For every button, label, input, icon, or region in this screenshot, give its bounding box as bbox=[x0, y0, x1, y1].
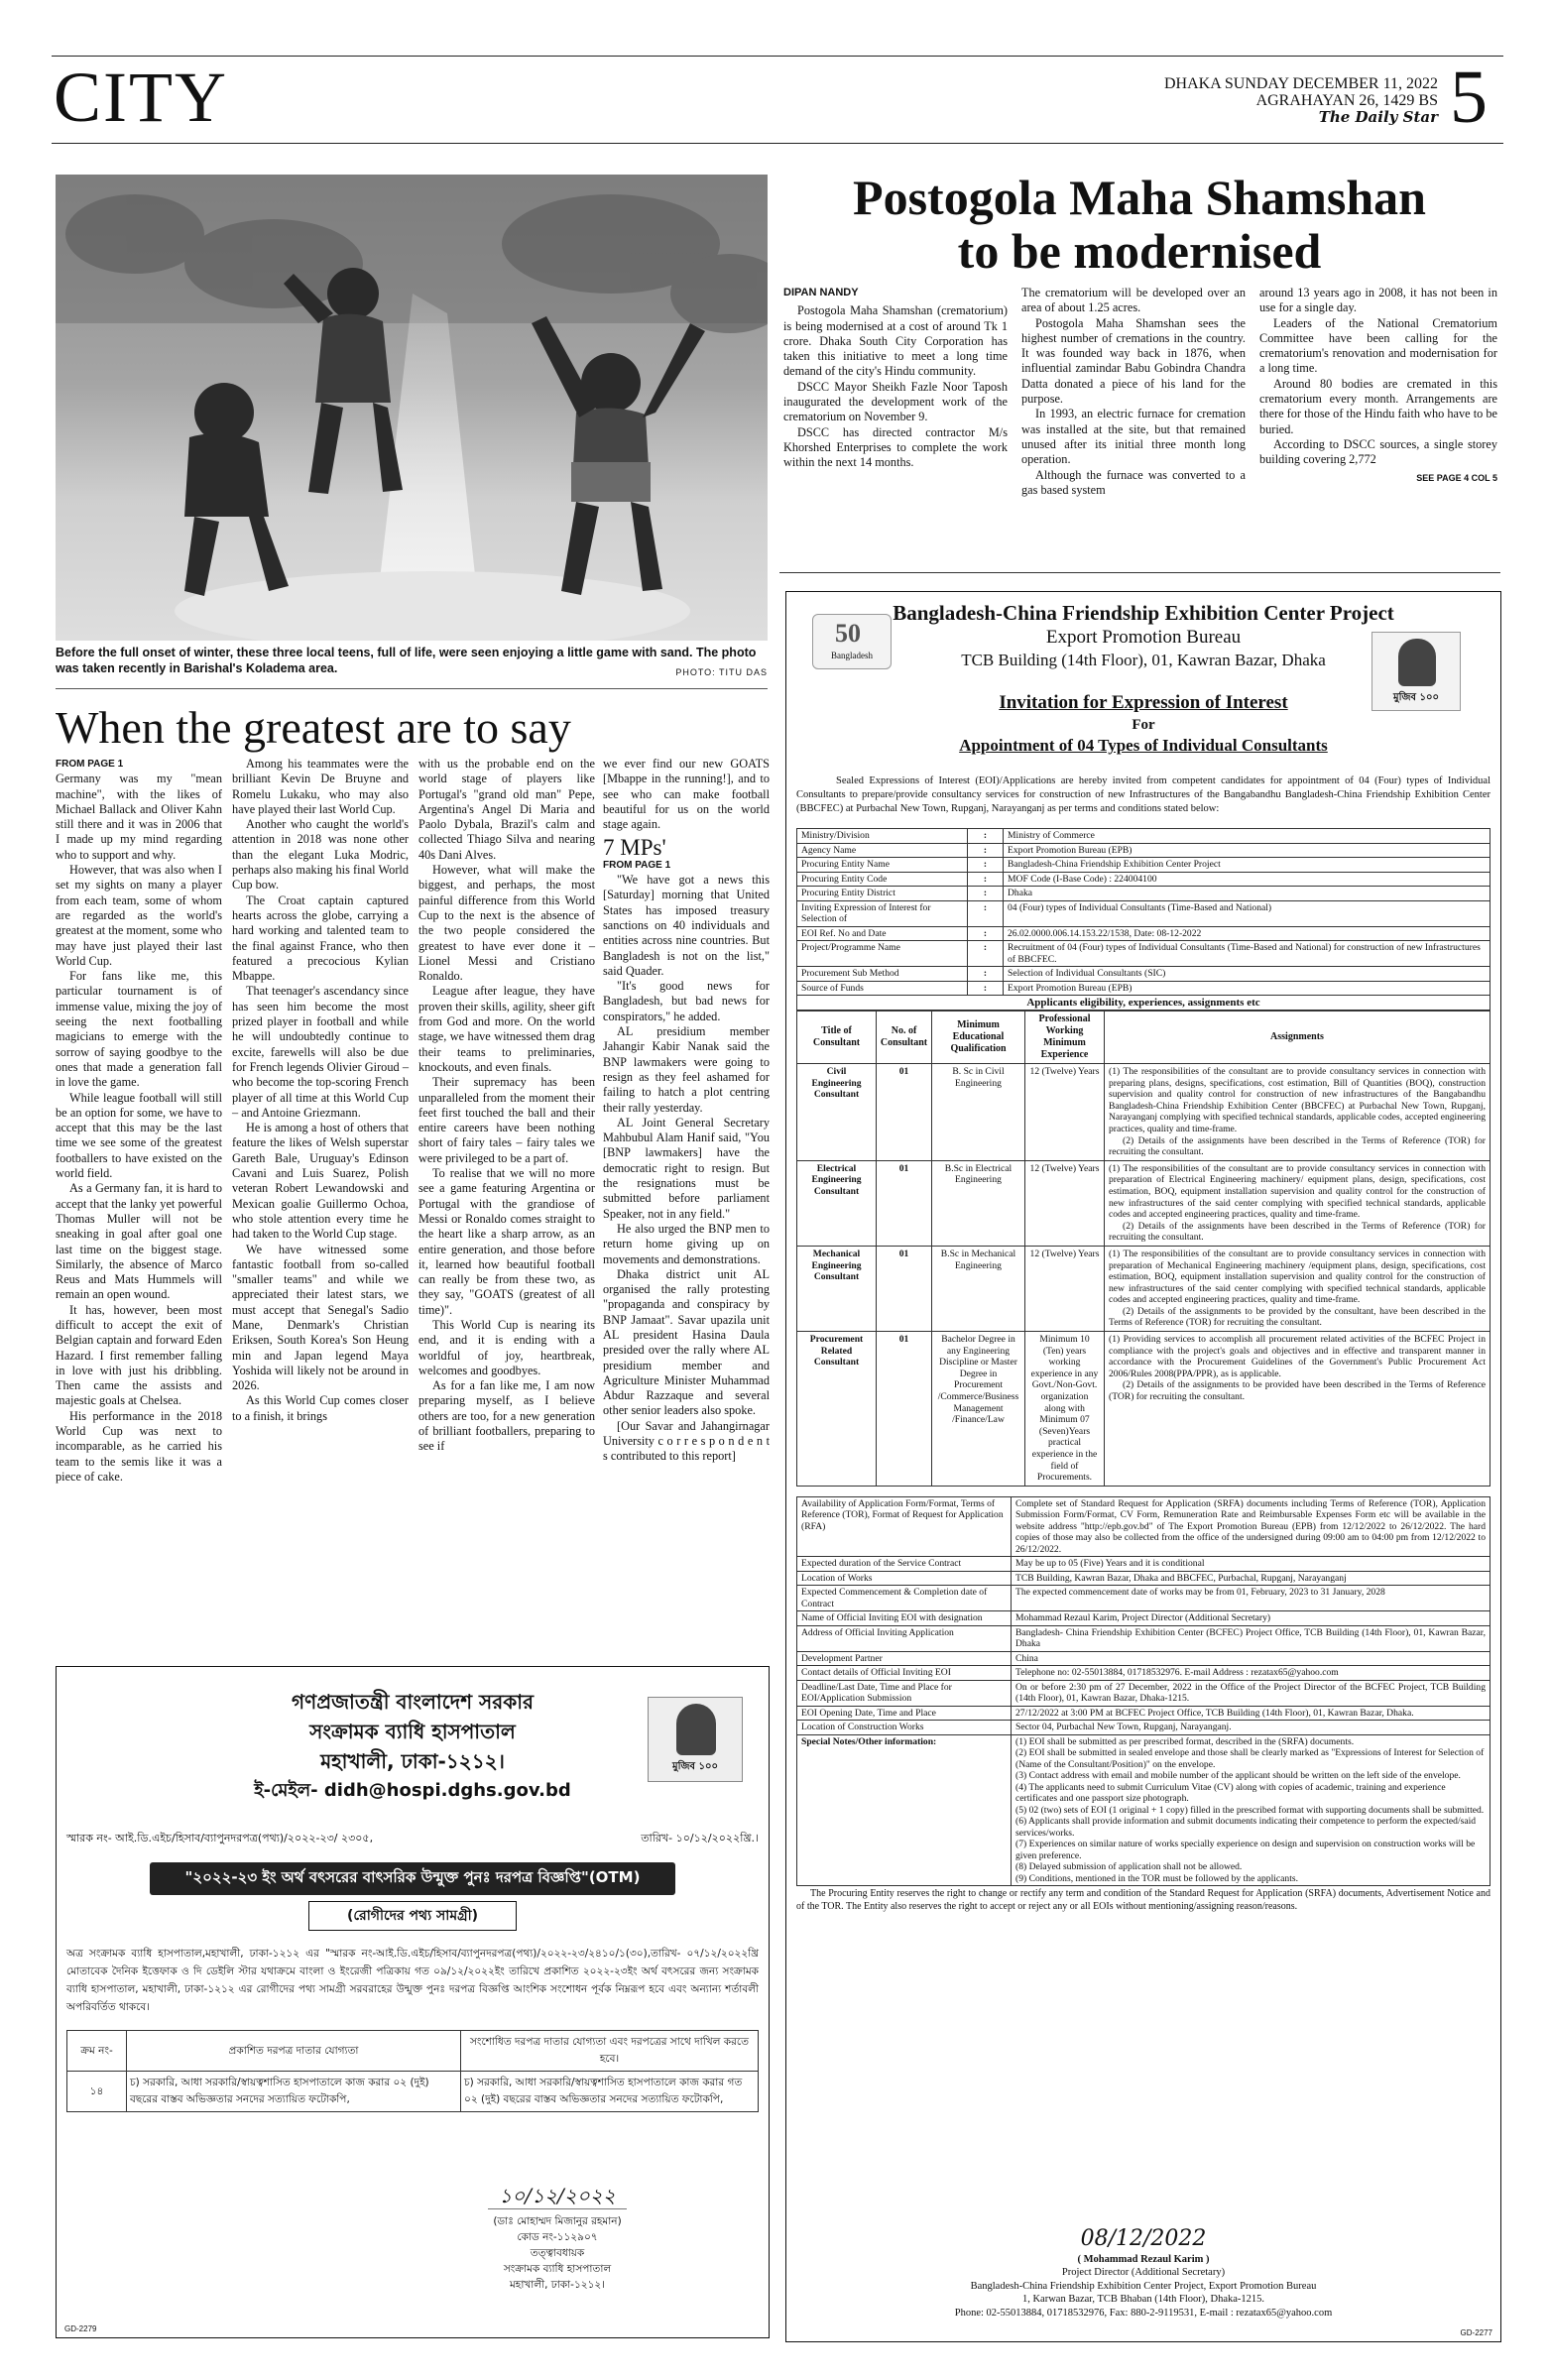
special-note: (4) The applicants need to submit Curriculum Vitae (CV) along with copies of academic, training and experience certificates and one passport size photograph. bbox=[1015, 1781, 1446, 1805]
story3-para: "It's good news for Bangladesh, but bad news for conspirators," he added. bbox=[603, 979, 770, 1023]
ad-banner-text: "২০২২-২৩ ইং অর্থ বৎসরের বাৎসরিক উন্মুক্ত পুনঃ দরপত্র বিজ্ঞপ্তি" bbox=[184, 1868, 589, 1886]
story3-para: Dhaka district unit AL organised the rally protesting "propaganda and conspiracy by BNP Jamaat". Savar upazila unit AL president Hasina Daula presided over the rally where AL presidium member and Agriculture Minister Muhammad Abdur Razzaque and several other senior leaders also spoke. bbox=[603, 1266, 770, 1418]
ad-signer-addr: মহাখালী, ঢাকা-১২১২। bbox=[509, 2279, 606, 2291]
ad-date: তারিখ- ১০/১২/২০২২খ্রি.। bbox=[641, 1832, 759, 1844]
detail-value: Sector 04, Purbachal New Town, Rupganj, Narayanganj. bbox=[1012, 1721, 1490, 1735]
detail-value: The expected commencement date of works may be from 01, February, 2023 to 31 January, 2028 bbox=[1012, 1586, 1490, 1611]
info-label: Agency Name bbox=[797, 843, 968, 858]
detail-row bbox=[797, 1706, 1490, 1721]
ad-th-old: প্রকাশিত দরপত্র দাতার যোগ্যতা bbox=[127, 2031, 461, 2072]
story1-para: Around 80 bodies are cremated in this crematorium every month. Arrangements are there for those of the Hindu faith who have to be buried. bbox=[1259, 376, 1497, 436]
story1-para: DSCC has directed contractor M/s Khorshed Enterprises to complete the work within the next 14 months. bbox=[783, 424, 1008, 470]
consultant-qualification: B.Sc in Mechanical Engineering bbox=[932, 1246, 1025, 1331]
info-row bbox=[797, 926, 1490, 941]
story1-col2 bbox=[1021, 286, 1246, 498]
eoi-sub2: TCB Building (14th Floor), 01, Kawran Bazar, Dhaka bbox=[961, 651, 1326, 669]
detail-row bbox=[797, 1571, 1490, 1586]
ad-otm: (OTM) bbox=[588, 1868, 641, 1886]
dateline-bangla-date: AGRAHAYAN 26, 1429 BS bbox=[1255, 92, 1438, 109]
info-label: Inviting Expression of Interest for Selection of bbox=[797, 900, 968, 926]
info-row bbox=[797, 941, 1490, 967]
info-colon: : bbox=[968, 829, 1004, 844]
info-label: EOI Ref. No and Date bbox=[797, 926, 968, 941]
special-notes bbox=[1012, 1734, 1490, 1886]
story2-para: As a Germany fan, it is hard to accept that the lanky yet powerful Thomas Muller will not be sneaking in goal after goal one last time on the biggest stage. Similarly, the absence of Marco Reus and Mats Hummels will remain an open wound. bbox=[56, 1181, 222, 1302]
story3-from: FROM PAGE 1 bbox=[603, 859, 671, 871]
story1-para: Postogola Maha Shamshan (crematorium) is being modernised at a cost of around Tk 1 crore. Dhaka South City Corporation has taken this initiative to meet a long time demand of the city's Hindu community. bbox=[783, 303, 1008, 379]
consultant-number: 01 bbox=[877, 1160, 932, 1246]
special-note: (1) EOI shall be submitted as per prescribed format, described in the (SRFA) documents. bbox=[1015, 1735, 1355, 1747]
mujib100-logo bbox=[1371, 632, 1461, 711]
info-colon: : bbox=[968, 941, 1004, 967]
eoi-sig-addr: 1, Karwan Bazar, TCB Bhaban (14th Floor), Dhaka-1215. bbox=[1021, 2294, 1265, 2305]
eoi-consultant-table bbox=[796, 1011, 1490, 1487]
ad-hospital: সংক্রামক ব্যাধি হাসপাতাল bbox=[309, 1720, 516, 1743]
consultant-title: Procurement Related Consultant bbox=[797, 1332, 877, 1487]
page-number: 5 bbox=[1450, 56, 1488, 139]
ad-th-serial: ক্রম নং- bbox=[67, 2031, 127, 2072]
eoi-gd-number: GD-2277 bbox=[1460, 2328, 1492, 2337]
eoi-title: Bangladesh-China Friendship Exhibition Center Project bbox=[893, 601, 1394, 625]
consultant-title: Mechanical Engineering Consultant bbox=[797, 1246, 877, 1331]
story2-para: This World Cup is nearing its end, and it is ending with a worldful of joy, heartbreak, welcomes and goodbyes. bbox=[418, 1317, 595, 1377]
assignment-para-1: (1) The responsibilities of the consultant are to provide consultancy services in connection with preparation of Electrical Engineering machinery/ equipment plans, design, specifications, cost estimation, BOQ, equipment installation supervision and quality control for the construction of new infrastructures of the said center complying with specified technical standards, applicable codes and accepted engineering practices, quality and time-frame. bbox=[1109, 1162, 1486, 1221]
ad-address: মহাখালী, ঢাকা-১২১২। bbox=[320, 1749, 505, 1773]
story1-headline-line1: Postogola Maha Shamshan bbox=[853, 170, 1426, 225]
ad-govt: গণপ্রজাতন্ত্রী বাংলাদেশ সরকার bbox=[292, 1690, 534, 1714]
story1-col1 bbox=[783, 286, 1008, 471]
ad-cell-old: চ) সরকারি, আধা সরকারি/স্বায়ত্বশাসিত হাসপাতালে কাজ করার ০২ (দুই) বছরের বাস্তব অভিজ্ঞতার সনদের সত্যায়িত ফটোকপি, bbox=[127, 2072, 461, 2112]
info-label: Procuring Entity Code bbox=[797, 872, 968, 887]
bangladesh-50-logo bbox=[812, 614, 892, 669]
portrait-icon bbox=[676, 1704, 716, 1755]
story2-para: League after league, they have proven their skills, agility, sheer gift from God and more. On the world stage, we have witnessed them drag their teams to preliminaries, knockouts, and even finals. bbox=[418, 984, 595, 1074]
story2-para: However, that was also when I set my sights on many a player from each team, some of whom are regarded as the world's greatest at the moment, some who may have just played their last World Cup. bbox=[56, 863, 223, 968]
story2-para: we ever find our new GOATS [Mbappe in the running!], and to see who can make football beautiful for us on the world stage again. bbox=[603, 757, 770, 832]
mujib100-logo-text: মুজিব ১০০ bbox=[1393, 692, 1439, 703]
eoi-sig-org: Bangladesh-China Friendship Exhibition Center Project, Export Promotion Bureau bbox=[970, 2280, 1317, 2292]
detail-value: China bbox=[1012, 1651, 1490, 1666]
ad-banner bbox=[150, 1862, 675, 1895]
story2-para: He is among a host of others that feature the likes of Welsh superstar Gareth Bale, Uruguay's Edinson Cavani and Luis Suarez, Polish veteran Robert Lewandowski and Mexican goalie Guillermo Ochoa, who stole attention every time he had taken to the World Cup stage. bbox=[232, 1121, 409, 1242]
mujib-logo-text: মুজিব ১০০ bbox=[672, 1761, 718, 1772]
info-label: Project/Programme Name bbox=[797, 941, 968, 967]
story2-para: Their supremacy has been unparalleled from the moment their feet first touched the ball and their entire careers have been nothing short of fairy tales – fairy tales we were privileged to be a part of. bbox=[418, 1075, 595, 1165]
story2-para: The Croat captain captured hearts across the globe, carrying a hard working and talented team to the final against France, who then featured a precocious Kylian Mbappe. bbox=[232, 892, 409, 984]
special-note: (5) 02 (two) sets of EOI (1 original + 1 copy) filled in the prescribed format with supporting documents shall be submitted. bbox=[1015, 1804, 1485, 1816]
detail-label: Address of Official Inviting Application bbox=[797, 1625, 1012, 1651]
consultant-experience: 12 (Twelve) Years bbox=[1025, 1160, 1105, 1246]
consultant-assignments bbox=[1105, 1246, 1490, 1331]
info-colon: : bbox=[968, 887, 1004, 901]
story1-para: Leaders of the National Crematorium Committee have been calling for the crematorium's renovation and modernisation for a long time. bbox=[1259, 315, 1497, 376]
story1-para: The crematorium will be developed over an area of about 1.25 acres. bbox=[1021, 286, 1246, 315]
story2-from: FROM PAGE 1 bbox=[56, 759, 124, 770]
story2-para: Among his teammates were the brilliant Kevin De Bruyne and Romelu Lukaku, who may also have played their last World Cup. bbox=[232, 757, 409, 816]
info-colon: : bbox=[968, 926, 1004, 941]
assignment-para-2: (2) Details of the assignments to be provided have been described in the Terms of Reference (TOR) for recruiting the consultant. bbox=[1109, 1379, 1486, 1403]
story3-para: AL Joint General Secretary Mahbubul Alam Hanif said, "You [BNP lawmakers] have the democratic right to resign. But the resignations must be submitted before parliament Speaker, not in any field." bbox=[603, 1115, 770, 1221]
col-assignments: Assignments bbox=[1105, 1012, 1490, 1064]
col-experience: Professional Working Minimum Experience bbox=[1025, 1012, 1105, 1064]
story2-para: For fans like me, this particular tournament is of immense value, mixing the joy of seeing the next footballing magicians to emerge with the sorrow of saying goodbye to the ones that made a generation fall in love the game. bbox=[56, 969, 222, 1090]
story1-para: around 13 years ago in 2008, it has not been in use for a single day. bbox=[1259, 286, 1497, 315]
story1-para: According to DSCC sources, a single storey building covering 2,772 bbox=[1259, 436, 1497, 467]
special-note: (9) Conditions, mentioned in the TOR must be followed by the applicants. bbox=[1015, 1872, 1299, 1884]
special-note: (7) Experiences on similar nature of works specially experience on design and supervision on construction works will be given preference. bbox=[1015, 1839, 1476, 1861]
eoi-h2: For bbox=[1132, 717, 1155, 733]
ad-body: অত্র সংক্রামক ব্যাধি হাসপাতাল,মহাখালী, ঢাকা-১২১২ এর "স্মারক নং-আই.ডি.এইচ/হিসাব/ব্যাপুনদরপত্র(পথ্য)/২০২২-২৩/২৪১০/১(৩০),তারিখ- ০৭/১২/২০২২খ্রি মোতাবেক দৈনিক ইত্তেফাক ও দি ডেইলি স্টার যথাক্রমে বাংলা ও ইংরেজী পত্রিকায় গত ০৯/১২/২০২২ইং তারিখে প্রকাশিত ২০২২-২৩ইং অর্থ বৎসরের জন্য সংক্রামক ব্যাধি হাসপাতাল, মহাখালী, ঢাকা-১২১২ এর রোগীদের পথ্য সামগ্রী সরবরাহের উন্মুক্ত পুনঃ দরপত্র বিজ্ঞপ্তি আংশিক সংশোধন পূর্বক নিম্নরূপ হবে এবং অন্যান্য শর্তাবলী অপরিবর্তিত থাকবে। bbox=[66, 1948, 759, 2013]
story2-para: with us the probable end on the world stage of players like Portugal's "grand old man" Pepe, Argentina's Angel Di Maria and Paolo Dybala, Brazil's calm and collected Thiago Silva and nearing 40s Dani Alves. bbox=[418, 757, 595, 862]
story3-para: [Our Savar and Jahangirnagar University c o r r e s p o n d e n t s contributed to this report] bbox=[603, 1418, 770, 1464]
eoi-sig-name: ( Mohammad Rezaul Karim ) bbox=[1077, 2253, 1210, 2265]
detail-value: 27/12/2022 at 3:00 PM at BCFEC Project Office, TCB Building (14th Floor), 01, Kawran Bazar, Dhaka. bbox=[1012, 1706, 1490, 1721]
detail-row bbox=[797, 1666, 1490, 1681]
detail-row bbox=[797, 1721, 1490, 1735]
col-number: No. of Consultant bbox=[877, 1012, 932, 1064]
info-label: Procurement Sub Method bbox=[797, 967, 968, 982]
detail-label: Location of Construction Works bbox=[797, 1721, 1012, 1735]
story1-col3 bbox=[1259, 286, 1497, 486]
eoi-ad bbox=[785, 591, 1501, 2342]
info-value: 04 (Four) types of Individual Consultants (Time-Based and National) bbox=[1004, 900, 1490, 926]
info-colon: : bbox=[968, 981, 1004, 996]
detail-label: Expected Commencement & Completion date of Contract bbox=[797, 1586, 1012, 1611]
info-value: Selection of Individual Consultants (SIC) bbox=[1004, 967, 1490, 982]
eoi-h3: Appointment of 04 Types of Individual Consultants bbox=[959, 736, 1328, 755]
detail-label: EOI Opening Date, Time and Place bbox=[797, 1706, 1012, 1721]
story2-para: Germany was my "mean machine", with the likes of Michael Ballack and Oliver Kahn still there and it was in 2006 that I made up my mind regarding who to support and why. bbox=[56, 772, 222, 862]
info-value: 26.02.0000.006.14.153.22/1538, Date: 08-12-2022 bbox=[1004, 926, 1490, 941]
top-rule bbox=[52, 56, 1503, 57]
assignment-para-2: (2) Details of the assignments have been described in the Terms of Reference (TOR) for recruiting the consultant. bbox=[1109, 1220, 1486, 1244]
handwritten-signature: ১০/১২/২০২২ bbox=[488, 2183, 627, 2209]
story2-para: We have witnessed some fantastic football from so-called "smaller teams" and while we appreciated their latest stars, we must accept that Senegal's Sadio Mane, Denmark's Christian Eriksen, South Korea's Son Heung min and Japan legend Maya Yoshida will likely not be around in 2026. bbox=[232, 1242, 409, 1393]
special-note: (2) EOI shall be submitted in sealed envelope and those shall be clearly marked as "Expressions of Interest for Selection of (Name of the Consultant/Position)" on the envelope. bbox=[1015, 1747, 1485, 1770]
info-value: MOF Code (I-Base Code) : 224004100 bbox=[1004, 872, 1490, 887]
story2-para: That teenager's ascendancy since has seen him become the most prized player in football and while he will undoubtedly continue to excite, farewells will also be due for French legends Olivier Giroud – who become the top-scoring French player of all time at this World Cup – and Antoine Griezmann. bbox=[232, 984, 409, 1120]
detail-value: Mohammad Rezaul Karim, Project Director (Additional Secretary) bbox=[1012, 1611, 1490, 1626]
detail-value: On or before 2:30 pm of 27 December, 2022 in the Office of the Project Director of the BCFEC Project, TCB Building (14th Floor), 01, Kawran Bazar, Dhaka-1215. bbox=[1012, 1680, 1490, 1706]
story3-para: AL presidium member Jahangir Kabir Nanak said the BNP lawmakers were going to resign as they feel ashamed for failing to hatch a plot centring their rally yesterday. bbox=[603, 1024, 770, 1115]
info-value: Bangladesh-China Friendship Exhibition Center Project bbox=[1004, 858, 1490, 873]
photo-credit: PHOTO: TITU DAS bbox=[675, 667, 768, 677]
story2-para: As for a fan like me, I am now preparing myself, as I believe others are too, for a new generation of brilliant footballers, preparing to see if bbox=[418, 1378, 595, 1454]
info-label: Source of Funds bbox=[797, 981, 968, 996]
ad-signature-block bbox=[433, 2183, 681, 2293]
story1-para: In 1993, an electric furnace for cremation was installed at the site, but that remained unused after its initial three month long operation. bbox=[1021, 407, 1246, 467]
ad-email[interactable]: ই-মেইল- didh@hospi.dghs.gov.bd bbox=[254, 1780, 571, 1801]
detail-row bbox=[797, 1611, 1490, 1626]
assignment-para-1: (1) The responsibilities of the consultant are to provide consultancy services in connection with preparing plans, designs, specifications, cost estimation, Bill of Quantities (BOQ), construction supervision and quality control for construction of new infrastructures of the Bangabandhu Bangladesh-China Friendship Exhibition Center (BBCFEC) at Purbachal New Town, Rupganj, Narayanganj complying with specified technical standards, applicable codes, accepted engineering practices, quality and time-frame. bbox=[1109, 1066, 1486, 1134]
story2-col3 bbox=[418, 757, 595, 1455]
detail-value: Complete set of Standard Request for Application (SRFA) documents including Terms of Reference (TOR), Application Submission Form/Format, CV Form, Remuneration Rate and Reimbursable Expenses Form etc will be available in the website address "http://epb.gov.bd" of The Export Promotion Bureau (EPB) from 12/12/2022 to 26/12/2022. The hard copies of those may also be collected from the office of the undersigned during 09:00 am to 04:00 pm from 12/12/2022 to 26/12/2022. bbox=[1012, 1496, 1490, 1557]
ad-cell-new: চ) সরকারি, আধা সরকারি/স্বায়ত্বশাসিত হাসপাতালে কাজ করার গত ০২ (দুই) বছরের বাস্তব অভিজ্ঞতার সনদের সত্যায়িত ফটোকপি, bbox=[461, 2072, 759, 2112]
info-label: Ministry/Division bbox=[797, 829, 968, 844]
info-row bbox=[797, 829, 1490, 844]
story3-para: He also urged the BNP men to return home giving up on movements and demonstrations. bbox=[603, 1221, 770, 1266]
story2-col4 bbox=[603, 757, 770, 1465]
consultant-number: 01 bbox=[877, 1332, 932, 1487]
info-row bbox=[797, 887, 1490, 901]
info-value: Ministry of Commerce bbox=[1004, 829, 1490, 844]
story2-headline: When the greatest are to say bbox=[56, 702, 571, 753]
consultant-assignments bbox=[1105, 1332, 1490, 1487]
consultant-title: Civil Engineering Consultant bbox=[797, 1064, 877, 1161]
dateline bbox=[1051, 75, 1438, 126]
consultant-experience: 12 (Twelve) Years bbox=[1025, 1064, 1105, 1161]
detail-value: Bangladesh- China Friendship Exhibition Center (BCFEC) Project Office, TCB Building (14th Floor), 01, Kawran Bazar, Dhaka bbox=[1012, 1625, 1490, 1651]
assignment-para-2: (2) Details of the assignments have been described in the Terms of Reference (TOR) for recruiting the consultant. bbox=[1109, 1134, 1486, 1158]
ad-signer-title: তত্ত্বাবধায়ক bbox=[530, 2247, 585, 2259]
consultant-qualification: B. Sc in Civil Engineering bbox=[932, 1064, 1025, 1161]
ad-memo: স্মারক নং- আই.ডি.এইচ/হিসাব/ব্যাপুনদরপত্র(পথ্য)/২০২২-২৩/ ২৩০৫, bbox=[66, 1832, 374, 1844]
info-row bbox=[797, 900, 1490, 926]
story2-para: As this World Cup comes closer to a finish, it brings bbox=[232, 1393, 409, 1423]
consultant-experience: Minimum 10 (Ten) years working experience in any Govt./Non-Govt. organization along with Minimum 07 (Seven)Years practical experience in the field of Procurements. bbox=[1025, 1332, 1105, 1487]
special-note: (3) Contact address with email and mobile number of the applicant should be written on the left side of the envelope. bbox=[1015, 1770, 1461, 1782]
consultant-experience: 12 (Twelve) Years bbox=[1025, 1246, 1105, 1331]
ad-memo-row bbox=[66, 1830, 759, 1848]
story3-headline: 7 MPs' bbox=[603, 835, 666, 861]
info-value: Dhaka bbox=[1004, 887, 1490, 901]
info-label: Procuring Entity District bbox=[797, 887, 968, 901]
col-title: Title of Consultant bbox=[797, 1012, 877, 1064]
ad-th-new: সংশোধিত দরপত্র দাতার যোগ্যতা এবং দরপত্রের সাথে দাখিল করতে হবে। bbox=[461, 2031, 759, 2072]
story2-para: To realise that we will no more see a game featuring Argentina or Portugal with the grandiose of Messi or Ronaldo comes straight to the heart like a sharp arrow, as an entire generation, and those before it, learned how beautiful football can really be from these two, as they say, "GOATS (greatest of all time)". bbox=[418, 1166, 595, 1317]
detail-value: May be up to 05 (Five) Years and it is conditional bbox=[1012, 1557, 1490, 1572]
story1-para: DSCC Mayor Sheikh Fazle Noor Taposh inaugurated the development work of the crematorium on November 9. bbox=[783, 379, 1008, 424]
story1-para: Postogola Maha Shamshan sees the highest number of cremations in the country. It was founded way back in 1876, when influential zamindar Babu Gobindra Chandra Datta donated a piece of his land for the purpose. bbox=[1021, 315, 1246, 407]
ad-code: কোড নং-১১২৯০৭ bbox=[517, 2231, 598, 2243]
story2-para: Another who caught the world's attention in 2018 was none other than the elegant Luka Modric, perhaps also making his final World Cup bow. bbox=[232, 817, 409, 892]
story1-headline-line2: to be modernised bbox=[957, 223, 1322, 279]
consultant-row bbox=[797, 1246, 1490, 1331]
mujib-logo bbox=[648, 1697, 743, 1782]
ad-cell-serial: ১৪ bbox=[67, 2072, 127, 2112]
bangla-tender-ad bbox=[56, 1666, 770, 2338]
story1-jump[interactable]: SEE PAGE 4 COL 5 bbox=[1416, 472, 1497, 483]
detail-row bbox=[797, 1496, 1490, 1557]
special-note: (8) Delayed submission of application shall not be allowed. bbox=[1015, 1861, 1243, 1873]
consultant-number: 01 bbox=[877, 1246, 932, 1331]
consultant-qualification: B.Sc in Electrical Engineering bbox=[932, 1160, 1025, 1246]
paper-name: The Daily Star bbox=[1318, 108, 1438, 126]
story2-para: However, what will make the biggest, and perhaps, the most painful difference from this World Cup to the next is the absence of the two people considered the greatest to have ever done it – Lionel Messi and Cristiano Ronaldo. bbox=[418, 863, 595, 984]
story1-bottom-rule bbox=[779, 572, 1500, 573]
info-label: Procuring Entity Name bbox=[797, 858, 968, 873]
info-value: Export Promotion Bureau (EPB) bbox=[1004, 981, 1490, 996]
detail-row bbox=[797, 1651, 1490, 1666]
story1-para: Although the furnace was converted to a gas based system bbox=[1021, 467, 1246, 497]
info-row bbox=[797, 843, 1490, 858]
detail-label: Expected duration of the Service Contract bbox=[797, 1557, 1012, 1572]
eoi-h1: Invitation for Expression of Interest bbox=[999, 692, 1288, 713]
detail-label: Name of Official Inviting EOI with designation bbox=[797, 1611, 1012, 1626]
story2-para: While league football will still be an option for some, we have to accept that this may be the last time we see some of the greatest footballers to have existed on the world field. bbox=[56, 1090, 222, 1181]
portrait-icon bbox=[1398, 639, 1436, 686]
photo-caption-text: Before the full onset of winter, these three local teens, full of life, were seen enjoying a little game with sand. The photo was taken recently in Barishal's Koladema area. bbox=[56, 646, 757, 675]
detail-label: Location of Works bbox=[797, 1571, 1012, 1586]
eoi-info-table bbox=[796, 828, 1490, 996]
ad-table bbox=[66, 2030, 759, 2112]
consultant-row bbox=[797, 1160, 1490, 1246]
info-colon: : bbox=[968, 858, 1004, 873]
eoi-sub1: Export Promotion Bureau bbox=[1045, 627, 1242, 648]
detail-value: Telephone no: 02-55013884, 01718532976. E-mail Address : rezatax65@yahoo.com bbox=[1012, 1666, 1490, 1681]
assignment-para-1: (1) Providing services to accomplish all procurement related activities of the BCFEC Project in compliance with the project's goals and objectives and in effective and transparent manner in accordance with the Procurement Guidelines of the Government's Public Procurement Act 2006/Rules 2008(PPA/PPR), as is applicable. bbox=[1109, 1334, 1486, 1379]
ad-subbanner: (রোগীদের পথ্য সামগ্রী) bbox=[308, 1901, 517, 1931]
story1-byline: DIPAN NANDY bbox=[783, 287, 859, 298]
eoi-handwritten-signature: 08/12/2022 bbox=[1080, 2225, 1207, 2251]
col-qualification: Minimum Educational Qualification bbox=[932, 1012, 1025, 1064]
section-title: CITY bbox=[54, 58, 228, 137]
logo-fifty-icon: 50 bbox=[835, 619, 861, 648]
consultant-number: 01 bbox=[877, 1064, 932, 1161]
ad-signer: (ডাঃ মোহাম্মদ মিজানুর রহমান) bbox=[493, 2215, 622, 2227]
photo-teens-sand bbox=[56, 175, 768, 641]
consultant-assignments bbox=[1105, 1160, 1490, 1246]
story2-col2 bbox=[232, 757, 409, 1424]
photo-caption bbox=[56, 645, 768, 680]
assignment-para-1: (1) The responsibilities of the consultant are to provide consultancy services in connection with preparation of Mechanical Engineering machinery /equipment plans, design, specifications, cost estimation, BOQ, equipment installation supervision and quality control for the construction of new infrastructures of the said center complying with specified technical standards, applicable codes and accepted engineering practices, quality and time-frame. bbox=[1109, 1248, 1486, 1306]
detail-row bbox=[797, 1557, 1490, 1572]
caption-rule bbox=[56, 688, 768, 689]
detail-label: Development Partner bbox=[797, 1651, 1012, 1666]
consultant-qualification: Bachelor Degree in any Engineering Discipline or Master Degree in Procurement /Commerce/Business Management /Finance/Law bbox=[932, 1332, 1025, 1487]
detail-label: Deadline/Last Date, Time and Place for EOI/Application Submission bbox=[797, 1680, 1012, 1706]
info-colon: : bbox=[968, 843, 1004, 858]
eoi-sig-title: Project Director (Additional Secretary) bbox=[1061, 2267, 1226, 2278]
consultant-row bbox=[797, 1064, 1490, 1161]
detail-row bbox=[797, 1586, 1490, 1611]
info-value: Recruitment of 04 (Four) types of Individual Consultants (Time-Based and National) for construction of new Infrastructures of BBCFEC. bbox=[1004, 941, 1490, 967]
bangladesh-logo-text: Bangladesh bbox=[831, 651, 873, 660]
eoi-footer: The Procuring Entity reserves the right to change or rectify any term and condition of the Standard Request for Application (SRFA) documents, Advertisement Notice and of the TOR. The Entity also reserves the right to accept or reject any or all EOIs without mentioning/assigning reason/reasons. bbox=[796, 1888, 1490, 1912]
detail-label: Contact details of Official Inviting EOI bbox=[797, 1666, 1012, 1681]
info-row bbox=[797, 872, 1490, 887]
detail-row bbox=[797, 1625, 1490, 1651]
special-note: (6) Applicants shall provide information and submit documents indicating their competence to perform the expected/said services/works. bbox=[1015, 1816, 1477, 1839]
ad-gd-number: GD-2279 bbox=[64, 2324, 97, 2333]
info-colon: : bbox=[968, 900, 1004, 926]
detail-label: Availability of Application Form/Format, Terms of Reference (TOR), Format of Request for Application (RFA) bbox=[797, 1496, 1012, 1557]
eoi-elig-header: Applicants eligibility, experiences, assignments etc bbox=[796, 996, 1490, 1011]
detail-value: TCB Building, Kawran Bazar, Dhaka and BBCFEC, Purbachal, Rupganj, Narayanganj bbox=[1012, 1571, 1490, 1586]
eoi-lower-table bbox=[796, 1496, 1490, 1887]
story2-col1 bbox=[56, 757, 222, 1485]
info-row bbox=[797, 858, 1490, 873]
info-row bbox=[797, 981, 1490, 996]
consultant-row bbox=[797, 1332, 1490, 1487]
eoi-sig-phone[interactable]: Phone: 02-55013884, 01718532976, Fax: 880-2-9119531, E-mail : rezatax65@yahoo.com bbox=[954, 2307, 1333, 2319]
dateline-date: DHAKA SUNDAY DECEMBER 11, 2022 bbox=[1163, 75, 1438, 92]
eoi-signature-block bbox=[786, 2225, 1500, 2320]
special-notes-label: Special Notes/Other information: bbox=[797, 1734, 1012, 1886]
story3-para: "We have got a news this [Saturday] morning that United States has imposed treasury sanctions on 40 individuals and entities across nine countries. But Bangladesh is not on the list," said Quader. bbox=[603, 873, 770, 978]
info-row bbox=[797, 967, 1490, 982]
story2-para: It has, however, been most difficult to accept the exit of Belgian captain and forward Eden Hazard. I first remember falling in love with just his dribbling. Then came the assists and majestic goals at Chelsea. bbox=[56, 1302, 222, 1408]
info-colon: : bbox=[968, 967, 1004, 982]
assignment-para-2: (2) Details of the assignments to be provided by the consultant, have been described in the Terms of Reference (TOR) for recruiting the consultant. bbox=[1109, 1305, 1486, 1329]
story1-headline bbox=[779, 171, 1499, 278]
story2-para: His performance in the 2018 World Cup was next to incomparable, as he carried his team to the semis like it was a piece of cake. bbox=[56, 1408, 222, 1484]
ad-signer-org: সংক্রামক ব্যাধি হাসপাতাল bbox=[503, 2263, 612, 2275]
info-colon: : bbox=[968, 872, 1004, 887]
info-value: Export Promotion Bureau (EPB) bbox=[1004, 843, 1490, 858]
masthead-rule bbox=[52, 143, 1503, 144]
detail-row bbox=[797, 1680, 1490, 1706]
consultant-title: Electrical Engineering Consultant bbox=[797, 1160, 877, 1246]
eoi-intro: Sealed Expressions of Interest (EOI)/Applications are hereby invited from competent candidates for appointment of 04 (Four) types of Individual Consultants to prepare/provide consultancy services for construction of new Infrastructures of the Bangabandhu Bangladesh-China Friendship Exhibition Center (BBCFEC) at Purbachal New Town, Rupganj, Narayanganj as per terms and conditions stated below: bbox=[796, 775, 1490, 814]
consultant-assignments bbox=[1105, 1064, 1490, 1161]
